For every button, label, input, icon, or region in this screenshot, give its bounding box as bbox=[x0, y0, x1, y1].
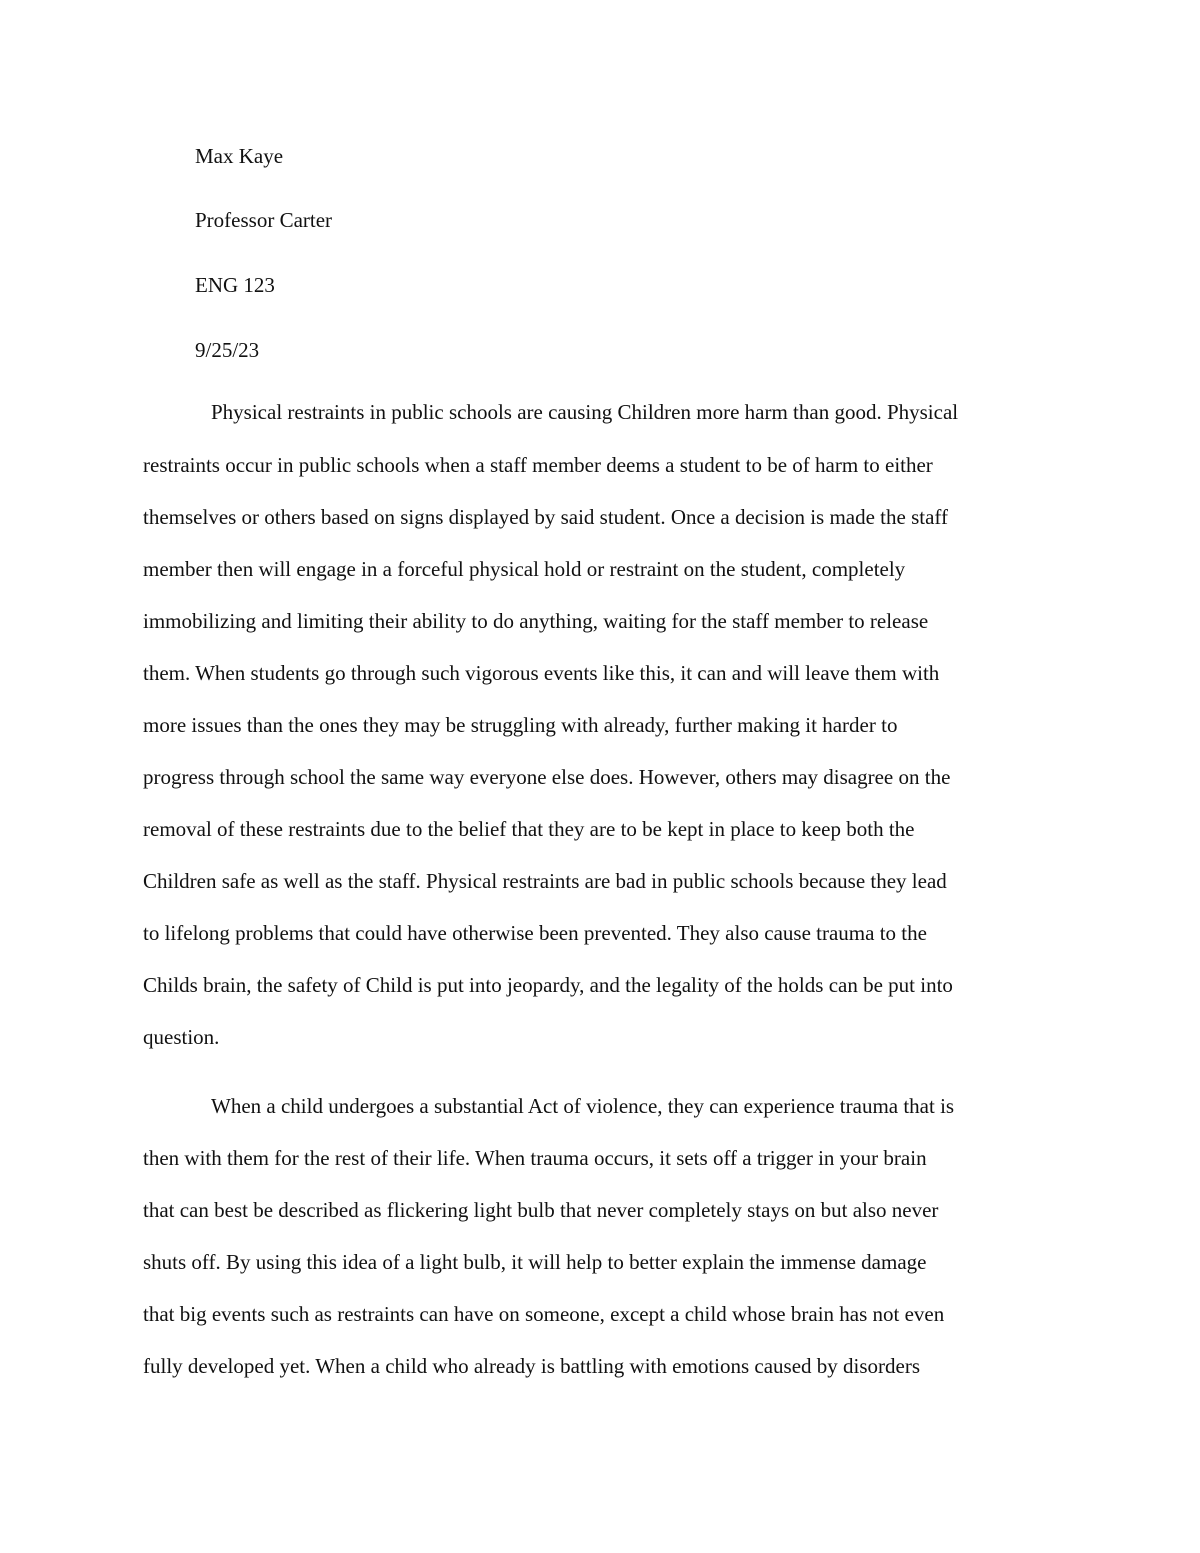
paragraph-2-line: then with them for the rest of their life. When trauma occurs, it sets off a trigger in your brain bbox=[143, 1146, 927, 1170]
paragraph-1-line: Children safe as well as the staff. Physical restraints are bad in public schools because they lead bbox=[143, 869, 947, 893]
paragraph-1-line: removal of these restraints due to the belief that they are to be kept in place to keep both the bbox=[143, 817, 915, 841]
paragraph-1-line: immobilizing and limiting their ability to do anything, waiting for the staff member to release bbox=[143, 609, 929, 633]
paragraph-1-line: member then will engage in a forceful physical hold or restraint on the student, completely bbox=[143, 557, 906, 581]
author-name: Max Kaye bbox=[195, 144, 284, 168]
paragraph-2-line: shuts off. By using this idea of a light bulb, it will help to better explain the immense damage bbox=[143, 1250, 927, 1274]
professor-name: Professor Carter bbox=[195, 208, 333, 232]
paragraph-2-line: that big events such as restraints can have on someone, except a child whose brain has not even bbox=[143, 1302, 945, 1326]
paragraph-1-line: more issues than the ones they may be struggling with already, further making it harder to bbox=[143, 713, 898, 737]
paragraph-1-line: Childs brain, the safety of Child is put into jeopardy, and the legality of the holds can be put into bbox=[143, 973, 953, 997]
paragraph-2-line: fully developed yet. When a child who already is battling with emotions caused by disorders bbox=[143, 1354, 921, 1378]
paragraph-1-line: to lifelong problems that could have otherwise been prevented. They also cause trauma to the bbox=[143, 921, 927, 945]
date: 9/25/23 bbox=[195, 338, 260, 362]
paragraph-1-line: Physical restraints in public schools are causing Children more harm than good. Physical bbox=[211, 400, 959, 424]
paragraph-2-line: When a child undergoes a substantial Act of violence, they can experience trauma that is bbox=[211, 1094, 955, 1118]
course-code: ENG 123 bbox=[195, 273, 275, 297]
paragraph-1-line: progress through school the same way everyone else does. However, others may disagree on the bbox=[143, 765, 951, 789]
paragraph-2-line: that can best be described as flickering light bulb that never completely stays on but also never bbox=[143, 1198, 939, 1222]
paragraph-1-line: question. bbox=[143, 1025, 220, 1049]
paragraph-1-line: restraints occur in public schools when a staff member deems a student to be of harm to either bbox=[143, 453, 933, 477]
paragraph-1-line: themselves or others based on signs displayed by said student. Once a decision is made the staff bbox=[143, 505, 949, 529]
paragraph-1-line: them. When students go through such vigorous events like this, it can and will leave them with bbox=[143, 661, 940, 685]
